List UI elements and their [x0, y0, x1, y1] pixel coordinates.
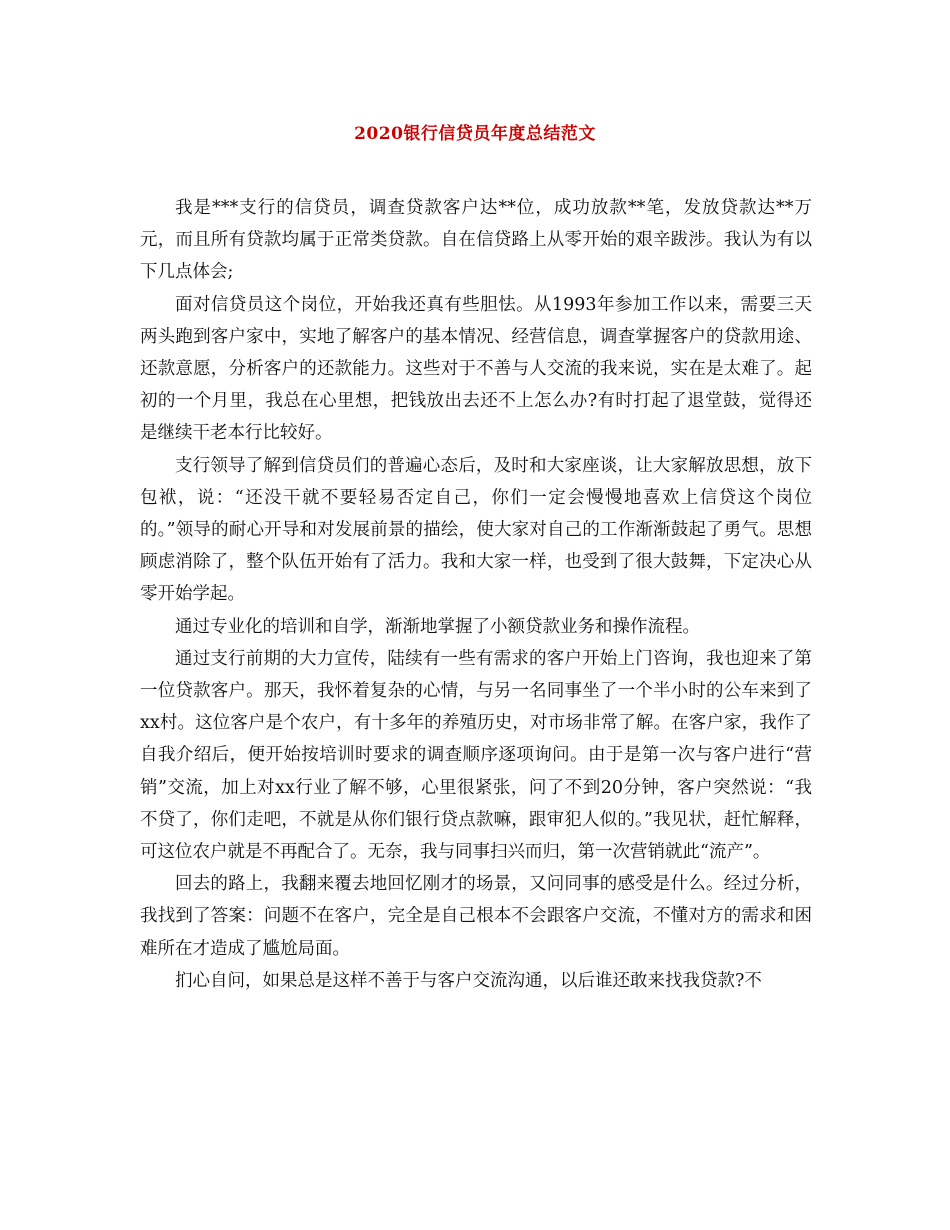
paragraph-6: 回去的路上，我翻来覆去地回忆刚才的场景，又问同事的感受是什么。经过分析，我找到了答案：问题不在客户，完全是自己根本不会跟客户交流，不懂对方的需求和困难所在才造成了尴尬局面。 — [140, 874, 812, 959]
paragraph-4: 通过专业化的培训和自学，渐渐地掌握了小额贷款业务和操作流程。 — [175, 616, 700, 637]
paragraph-7: 扪心自问，如果总是这样不善于与客户交流沟通，以后谁还敢来找我贷款?不 — [175, 970, 762, 991]
paragraph-2: 面对信贷员这个岗位，开始我还真有些胆怯。从1993年参加工作以来，需要三天两头跑到客户家中，实地了解客户的基本情况、经营信息，调查掌握客户的贷款用途、还款意愿，分析客户的还款能力。这些对于不善与人交流的我来说，实在是太难了。起初的一个月里，我总在心里想，把钱放出去还不上怎么办?有时打起了退堂鼓，觉得还是继续干老本行比较好。 — [140, 294, 812, 444]
paragraph-3: 支行领导了解到信贷员们的普遍心态后，及时和大家座谈，让大家解放思想，放下包袱，说：“还没干就不要轻易否定自己，你们一定会慢慢地喜欢上信贷这个岗位的。”领导的耐心开导和对发展前景的描绘，使大家对自己的工作渐渐鼓起了勇气。思想顾虑消除了，整个队伍开始有了活力。我和大家一样，也受到了很大鼓舞，下定决心从零开始学起。 — [140, 455, 812, 605]
document-body — [140, 192, 812, 997]
paragraph-5: 通过支行前期的大力宣传，陆续有一些有需求的客户开始上门咨询，我也迎来了第一位贷款客户。那天，我怀着复杂的心情，与另一名同事坐了一个半小时的公车来到了xx村。这位客户是个农户，有十多年的养殖历史，对市场非常了解。在客户家，我作了自我介绍后，便开始按培训时要求的调查顺序逐项询问。由于是第一次与客户进行“营销”交流，加上对xx行业了解不够，心里很紧张，问了不到20分钟，客户突然说：“我不贷了，你们走吧，不就是从你们银行贷点款嘛，跟审犯人似的。”我见状，赶忙解释，可这位农户就是不再配合了。无奈，我与同事扫兴而归，第一次营销就此“流产”。 — [140, 648, 812, 863]
paragraph-1: 我是***支行的信贷员，调查贷款客户达**位，成功放款**笔，发放贷款达**万元，而且所有贷款均属于正常类贷款。自在信贷路上从零开始的艰辛跋涉。我认为有以下几点体会; — [140, 198, 812, 283]
document-title: 2020银行信贷员年度总结范文 — [354, 124, 596, 144]
